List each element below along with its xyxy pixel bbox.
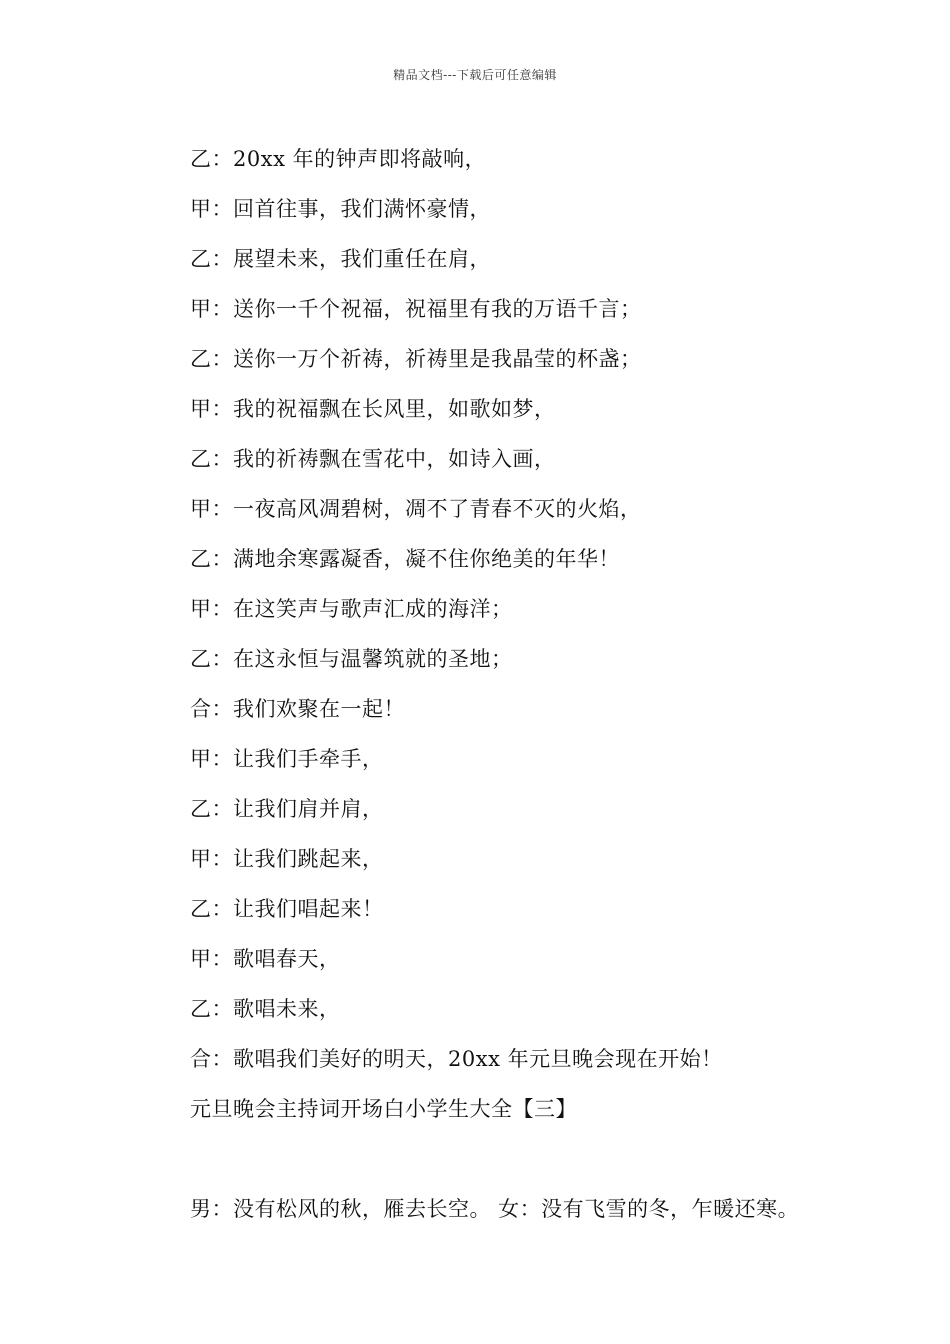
dialogue-line: 乙：20xx 年的钟声即将敲响， — [190, 147, 487, 171]
dialogue-line: 乙：让我们肩并肩， — [190, 797, 384, 821]
document-body — [190, 134, 890, 1234]
dialogue-line: 乙：展望未来，我们重任在肩， — [190, 247, 491, 271]
dialogue-line: 乙：我的祈祷飘在雪花中，如诗入画， — [190, 447, 556, 471]
dialogue-line: 甲：在这笑声与歌声汇成的海洋； — [190, 597, 513, 621]
dialogue-line: 乙：在这永恒与温馨筑就的圣地； — [190, 647, 513, 671]
dialogue-line: 乙：送你一万个祈祷，祈祷里是我晶莹的杯盏； — [190, 347, 642, 371]
dialogue-line: 甲：我的祝福飘在长风里，如歌如梦， — [190, 397, 556, 421]
dialogue-line: 甲：让我们手牵手， — [190, 747, 384, 771]
dialogue-line: 甲：歌唱春天， — [190, 947, 341, 971]
dialogue-line: 乙：让我们唱起来！ — [190, 897, 384, 921]
dialogue-line: 甲：送你一千个祝福，祝福里有我的万语千言； — [190, 297, 642, 321]
dialogue-line: 合：歌唱我们美好的明天，20xx 年元旦晚会现在开始！ — [190, 1047, 723, 1071]
dialogue-line: 乙：歌唱未来， — [190, 997, 341, 1021]
dialogue-line: 甲：回首往事，我们满怀豪情， — [190, 197, 491, 221]
dialogue-line: 乙：满地余寒露凝香，凝不住你绝美的年华！ — [190, 547, 620, 571]
dialogue-line: 甲：一夜高风凋碧树，凋不了青春不灭的火焰， — [190, 497, 642, 521]
dialogue-line: 合：我们欢聚在一起！ — [190, 697, 405, 721]
dialogue-line: 男：没有松风的秋，雁去长空。 女：没有飞雪的冬，乍暖还寒。 — [190, 1197, 800, 1221]
page-header: 精品文档---下载后可任意编辑 — [393, 68, 557, 82]
dialogue-line: 甲：让我们跳起来， — [190, 847, 384, 871]
section-title: 元旦晚会主持词开场白小学生大全【三】 — [190, 1097, 577, 1121]
